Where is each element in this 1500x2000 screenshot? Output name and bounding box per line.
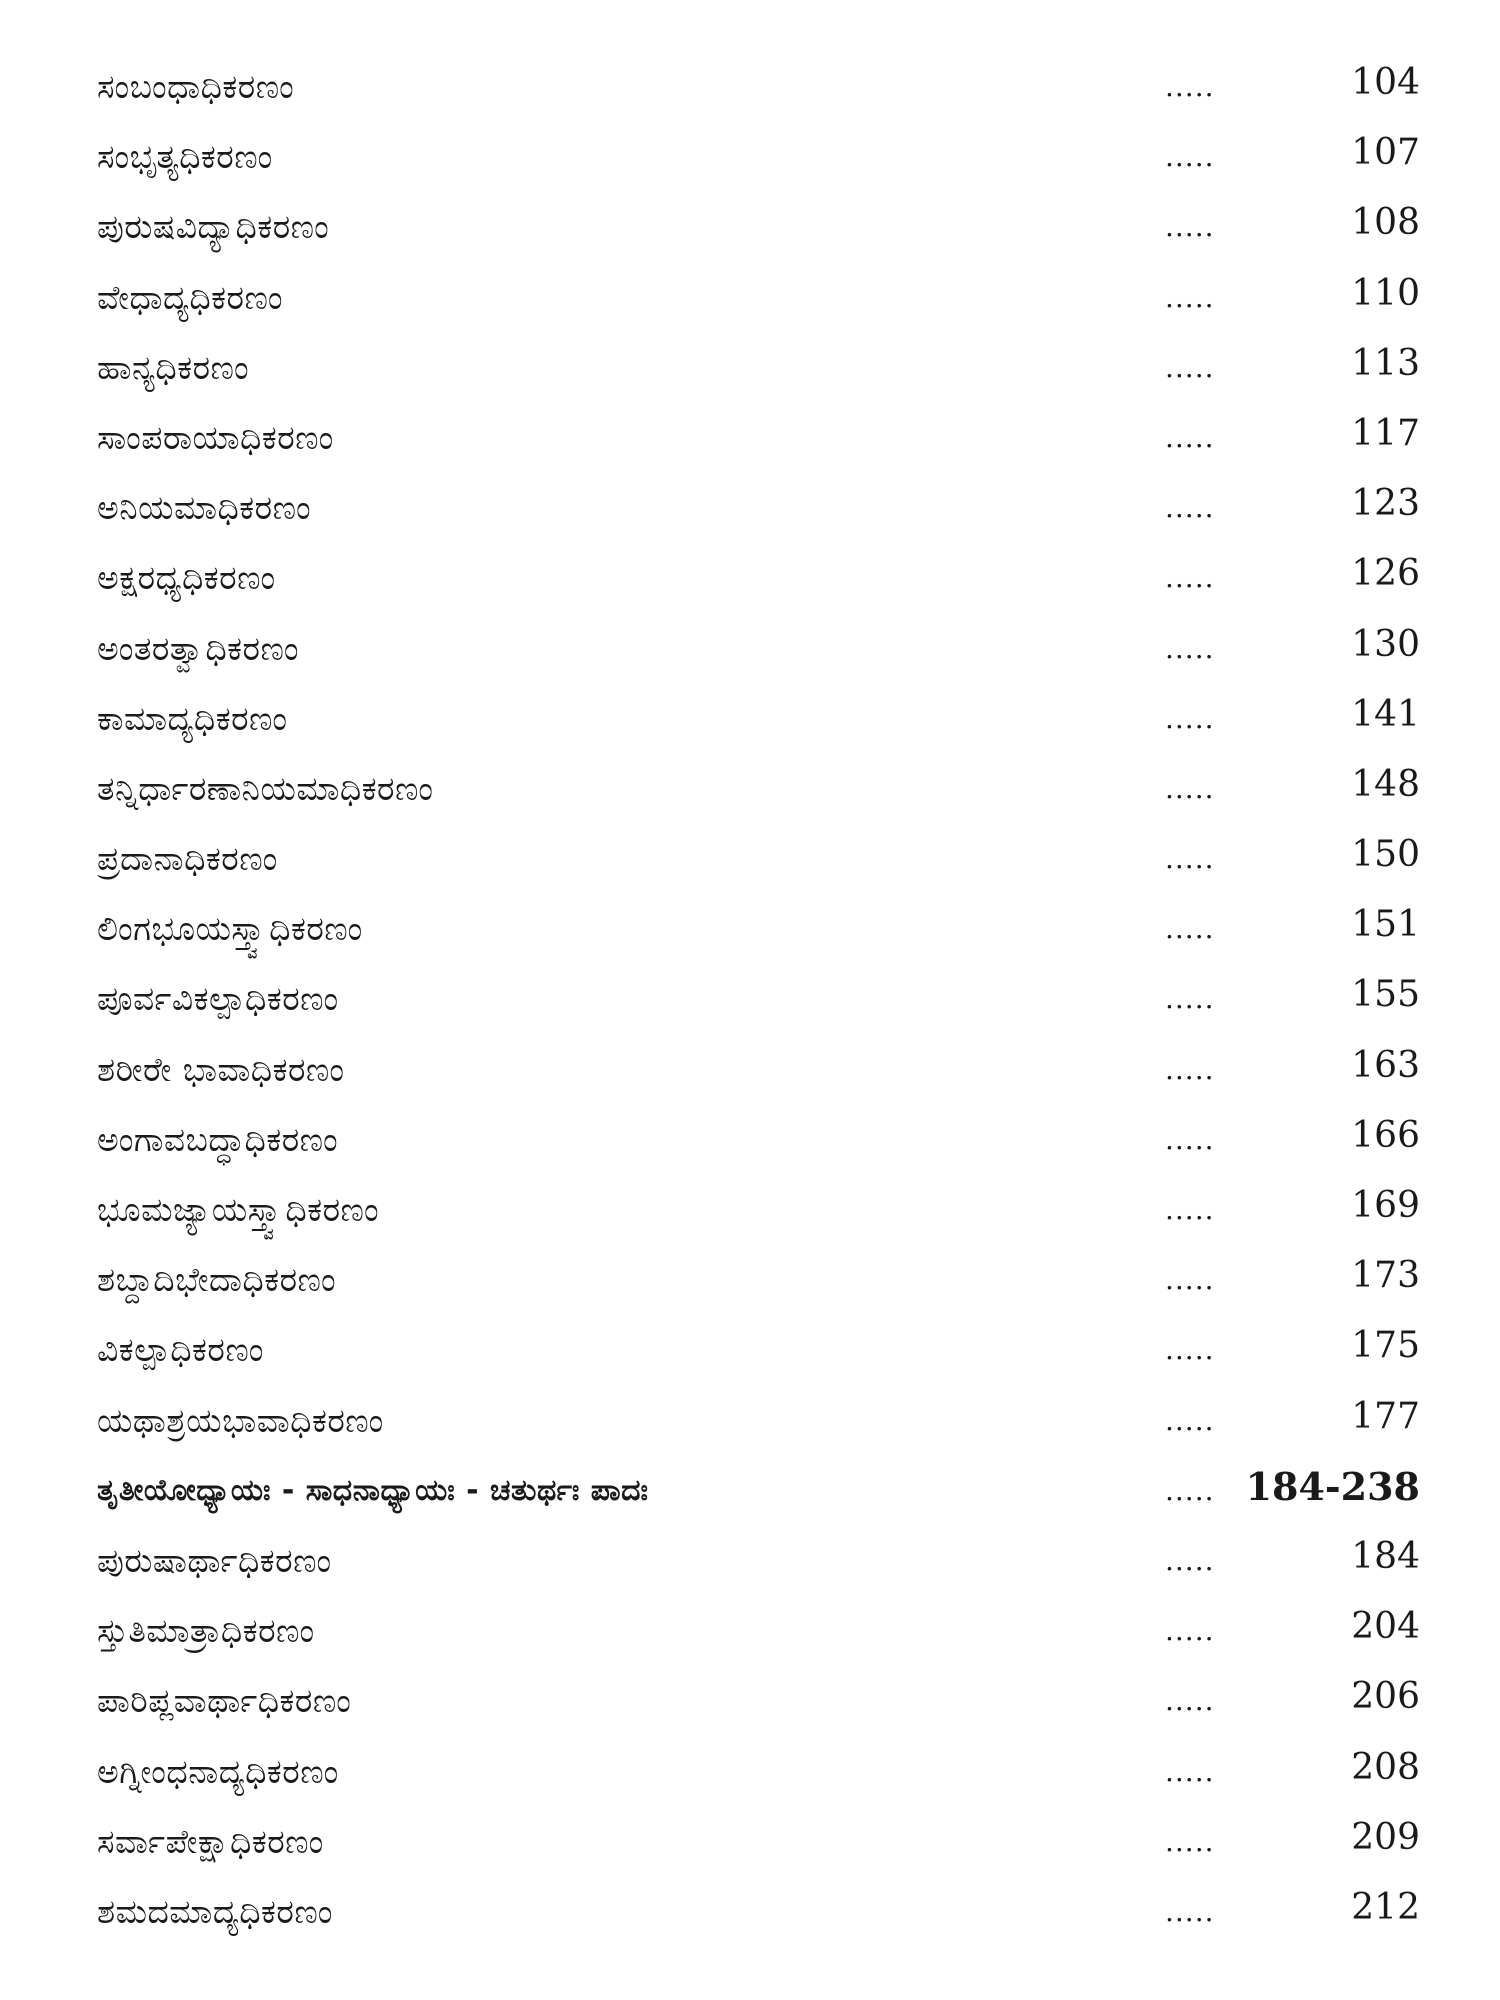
toc-entry-title: ಸಂಭೃತ್ಯಧಿಕರಣಂ	[97, 137, 273, 177]
toc-entry	[0, 1599, 1500, 1669]
toc-page-number: 166	[1351, 1114, 1420, 1156]
toc-page-number: 209	[1351, 1816, 1420, 1858]
toc-entry	[0, 336, 1500, 406]
toc-leader-dots: .....	[1165, 1684, 1215, 1718]
toc-entry	[0, 757, 1500, 827]
toc-entry-title: ಸರ್ವಾಪೇಕ್ಷಾಧಿಕರಣಂ	[97, 1821, 324, 1861]
toc-page-number: 104	[1351, 62, 1420, 103]
toc-entry-title: ಕಾಮಾದ್ಯಧಿಕರಣಂ	[97, 698, 288, 738]
toc-entry	[0, 1810, 1500, 1880]
toc-page-number: 212	[1351, 1886, 1420, 1928]
toc-entry	[0, 1880, 1500, 1950]
toc-leader-dots: .....	[1165, 210, 1215, 244]
toc-entry	[0, 617, 1500, 687]
toc-page-number: 204	[1351, 1606, 1420, 1648]
toc-page-number: 117	[1351, 412, 1420, 454]
toc-leader-dots: .....	[1165, 280, 1215, 314]
toc-leader-dots: .....	[1165, 1122, 1215, 1156]
toc-entry-title: ಪಾರಿಪ್ಲವಾರ್ಥಾಧಿಕರಣಂ	[97, 1681, 352, 1721]
toc-page-number: 110	[1351, 272, 1420, 314]
toc-entry-title: ಪ್ರದಾನಾಧಿಕರಣಂ	[97, 839, 278, 879]
toc-entry-title: ಅಕ್ಷರಧ್ಯಧಿಕರಣಂ	[97, 558, 276, 598]
toc-leader-dots: .....	[1165, 1754, 1215, 1788]
toc-leader-dots: .....	[1165, 1333, 1215, 1367]
toc-entry	[0, 1178, 1500, 1248]
toc-leader-dots: .....	[1165, 561, 1215, 595]
toc-leader-dots: .....	[1165, 1824, 1215, 1858]
toc-leader-dots: .....	[1165, 982, 1215, 1016]
toc-entry	[0, 1108, 1500, 1178]
toc-entry-title: ತೃತೀಯೋಧ್ಯಾಯಃ - ಸಾಧನಾಧ್ಯಾಯಃ - ಚತುರ್ಥಃ ಪಾದಃ	[97, 1472, 649, 1508]
toc-entry-title: ಸಾಂಪರಾಯಾಧಿಕರಣಂ	[97, 417, 334, 457]
toc-leader-dots: .....	[1165, 70, 1215, 103]
toc-entry	[0, 1248, 1500, 1318]
toc-entry-title: ಪೂರ್ವವಿಕಲ್ಪಾಧಿಕರಣಂ	[97, 979, 339, 1019]
toc-page-number: 208	[1351, 1746, 1420, 1788]
toc-page-number: 173	[1351, 1255, 1420, 1297]
toc-leader-dots: .....	[1165, 1543, 1215, 1577]
toc-entry	[0, 1740, 1500, 1810]
toc-leader-dots: .....	[1165, 1403, 1215, 1437]
toc-entry	[0, 827, 1500, 897]
toc-entry-title: ಶರೀರೇ ಭಾವಾಧಿಕರಣಂ	[97, 1049, 345, 1089]
toc-entry-title: ಸ್ತುತಿಮಾತ್ರಾಧಿಕರಣಂ	[97, 1611, 315, 1651]
toc-entry	[0, 546, 1500, 616]
toc-entry	[0, 125, 1500, 195]
toc-entry-title: ಶಮದಮಾದ್ಯಧಿಕರಣಂ	[97, 1891, 333, 1931]
toc-page-number: 130	[1351, 623, 1420, 665]
toc-entry	[0, 1529, 1500, 1599]
toc-page-number: 126	[1351, 553, 1420, 595]
toc-page-number: 151	[1351, 904, 1420, 946]
toc-page-number: 148	[1351, 763, 1420, 805]
toc-entry-title: ಅಗ್ನೀಂಧನಾದ್ಯಧಿಕರಣಂ	[97, 1751, 339, 1791]
toc-page-number: 175	[1351, 1325, 1420, 1367]
toc-entry	[0, 967, 1500, 1037]
toc-entry-title: ವಿಕಲ್ಪಾಧಿಕರಣಂ	[97, 1330, 264, 1370]
toc-entry-title: ಅಂತರತ್ವಾಧಿಕರಣಂ	[97, 628, 299, 668]
toc-page-number: 141	[1351, 693, 1420, 735]
toc-entry-title: ಅನಿಯಮಾಧಿಕರಣಂ	[97, 488, 312, 528]
toc-entry-title: ಹಾನ್ಯಧಿಕರಣಂ	[97, 347, 250, 387]
toc-leader-dots: .....	[1165, 912, 1215, 946]
toc-page-number: 150	[1351, 834, 1420, 876]
toc-entry-title: ಶಬ್ದಾದಿಭೇದಾಧಿಕರಣಂ	[97, 1260, 337, 1300]
toc-leader-dots: .....	[1165, 1473, 1215, 1507]
toc-leader-dots: .....	[1165, 350, 1215, 384]
toc-entry-title: ಅಂಗಾವಬದ್ಧಾಧಿಕರಣಂ	[97, 1119, 339, 1159]
toc-page-number: 184-238	[1245, 1463, 1420, 1509]
toc-page-number: 184	[1351, 1535, 1420, 1577]
toc-page-number: 169	[1351, 1185, 1420, 1226]
toc-leader-dots: .....	[1165, 1052, 1215, 1086]
toc-leader-dots: .....	[1165, 701, 1215, 735]
toc-entry	[0, 266, 1500, 336]
toc-entry	[0, 1389, 1500, 1459]
toc-entry	[0, 1038, 1500, 1108]
toc-leader-dots: .....	[1165, 1614, 1215, 1648]
toc-entry	[0, 1669, 1500, 1739]
toc-entry-title: ವೇಧಾದ್ಯಧಿಕರಣಂ	[97, 277, 283, 317]
toc-entry-title: ಸಂಬಂಧಾಧಿಕರಣಂ	[97, 67, 295, 106]
toc-page-number: 177	[1351, 1395, 1420, 1437]
toc-entry-title: ಭೂಮಜ್ಯಾಯಸ್ತ್ವಾಧಿಕರಣಂ	[97, 1190, 380, 1229]
toc-entry	[0, 687, 1500, 757]
toc-entry-title: ಲಿಂಗಭೂಯಸ್ತ್ವಾಧಿಕರಣಂ	[97, 909, 363, 949]
toc-leader-dots: .....	[1165, 842, 1215, 876]
table-of-contents	[0, 55, 1500, 1950]
toc-entry-title: ಪುರುಷಾರ್ಥಾಧಿಕರಣಂ	[97, 1540, 332, 1580]
toc-entry	[0, 897, 1500, 967]
toc-entry-title: ಯಥಾಶ್ರಯಭಾವಾಧಿಕರಣಂ	[97, 1400, 384, 1440]
toc-leader-dots: .....	[1165, 1894, 1215, 1928]
toc-leader-dots: .....	[1165, 491, 1215, 525]
toc-entry	[0, 406, 1500, 476]
toc-entry	[0, 195, 1500, 265]
toc-entry	[0, 55, 1500, 125]
toc-leader-dots: .....	[1165, 420, 1215, 454]
toc-section-heading	[0, 1459, 1500, 1529]
toc-page-number: 113	[1351, 342, 1420, 384]
toc-entry-title: ಪುರುಷವಿದ್ಯಾಧಿಕರಣಂ	[97, 207, 330, 247]
toc-page-number: 108	[1351, 202, 1420, 244]
toc-page-number: 123	[1351, 483, 1420, 525]
toc-leader-dots: .....	[1165, 771, 1215, 805]
toc-leader-dots: .....	[1165, 140, 1215, 174]
toc-page-number: 107	[1351, 132, 1420, 174]
toc-leader-dots: .....	[1165, 1193, 1215, 1226]
toc-entry-title: ತನ್ನಿರ್ಧಾರಣಾನಿಯಮಾಧಿಕರಣಂ	[97, 768, 434, 808]
toc-entry	[0, 1318, 1500, 1388]
toc-page-number: 155	[1351, 974, 1420, 1016]
toc-page-number: 206	[1351, 1676, 1420, 1718]
toc-leader-dots: .....	[1165, 1263, 1215, 1297]
toc-leader-dots: .....	[1165, 631, 1215, 665]
toc-entry	[0, 476, 1500, 546]
toc-page-number: 163	[1351, 1044, 1420, 1086]
